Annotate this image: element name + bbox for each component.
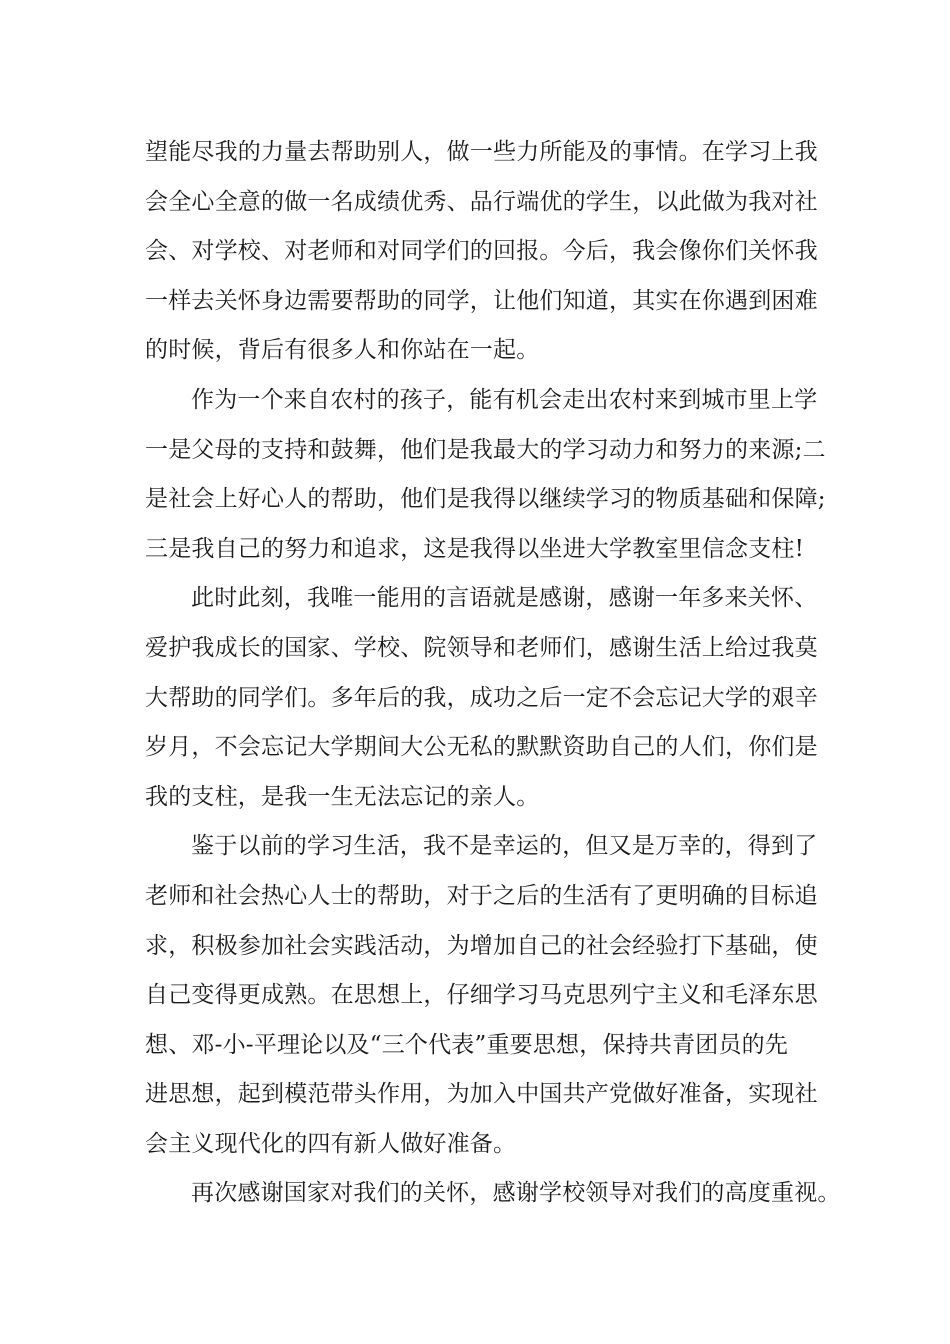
text-line: 再次感谢国家对我们的关怀，感谢学校领导对我们的高度重视。 xyxy=(191,1180,841,1207)
text-line: 一样去关怀身边需要帮助的同学，让他们知道，其实在你遇到困难 xyxy=(145,287,818,314)
text-line: 望能尽我的力量去帮助别人，做一些力所能及的事情。在学习上我 xyxy=(145,139,818,165)
paragraph xyxy=(145,1169,841,1219)
text-line: 大帮助的同学们。多年后的我，成功之后一定不会忘记大学的艰辛 xyxy=(145,684,818,711)
paragraph xyxy=(145,574,835,822)
text-line: 三是我自己的努力和追求，这是我得以坐进大学教室里信念支柱! xyxy=(145,535,805,562)
text-line: 鉴于以前的学习生活，我不是幸运的，但又是万幸的，得到了 xyxy=(191,833,818,860)
text-line: 此时此刻，我唯一能用的言语就是感谢，感谢一年多来关怀、 xyxy=(191,585,818,612)
text-line: 我的支柱，是我一生无法忘记的亲人。 xyxy=(145,783,540,810)
paragraph xyxy=(145,822,835,1169)
text-line: 作为一个来自农村的孩子，能有机会走出农村来到城市里上学 xyxy=(191,386,818,413)
text-line: 求，积极参加社会实践活动，为增加自己的社会经验打下基础，使 xyxy=(145,932,818,959)
text-line: 爱护我成长的国家、学校、院领导和老师们，感谢生活上给过我莫 xyxy=(145,634,818,661)
text-line: 岁月，不会忘记大学期间大公无私的默默资助自己的人们，你们是 xyxy=(145,734,818,761)
text-line: 老师和社会热心人士的帮助，对于之后的生活有了更明确的目标追 xyxy=(145,882,818,909)
text-line: 会、对学校、对老师和对同学们的回报。今后，我会像你们关怀我 xyxy=(145,238,818,265)
text-line: 自己变得更成熟。在思想上，仔细学习马克思列宁主义和毛泽东思 xyxy=(145,982,818,1009)
text-line: 是社会上好心人的帮助，他们是我得以继续学习的物质基础和保障; xyxy=(145,486,826,513)
paragraph xyxy=(145,376,835,574)
document-body xyxy=(145,128,841,1219)
text-line: 会全心全意的做一名成绩优秀、品行端优的学生，以此做为我对社 xyxy=(145,188,818,215)
text-line: 想、邓-小-平理论以及“三个代表”重要思想，保持共青团员的先 xyxy=(145,1031,789,1058)
text-line: 一是父母的支持和鼓舞，他们是我最大的学习动力和努力的来源;二 xyxy=(145,436,826,463)
paragraph xyxy=(145,128,835,376)
text-line: 的时候，背后有很多人和你站在一起。 xyxy=(145,337,540,364)
text-line: 会主义现代化的四有新人做好准备。 xyxy=(145,1130,517,1157)
text-line: 进思想，起到模范带头作用，为加入中国共产党做好准备，实现社 xyxy=(145,1081,818,1108)
